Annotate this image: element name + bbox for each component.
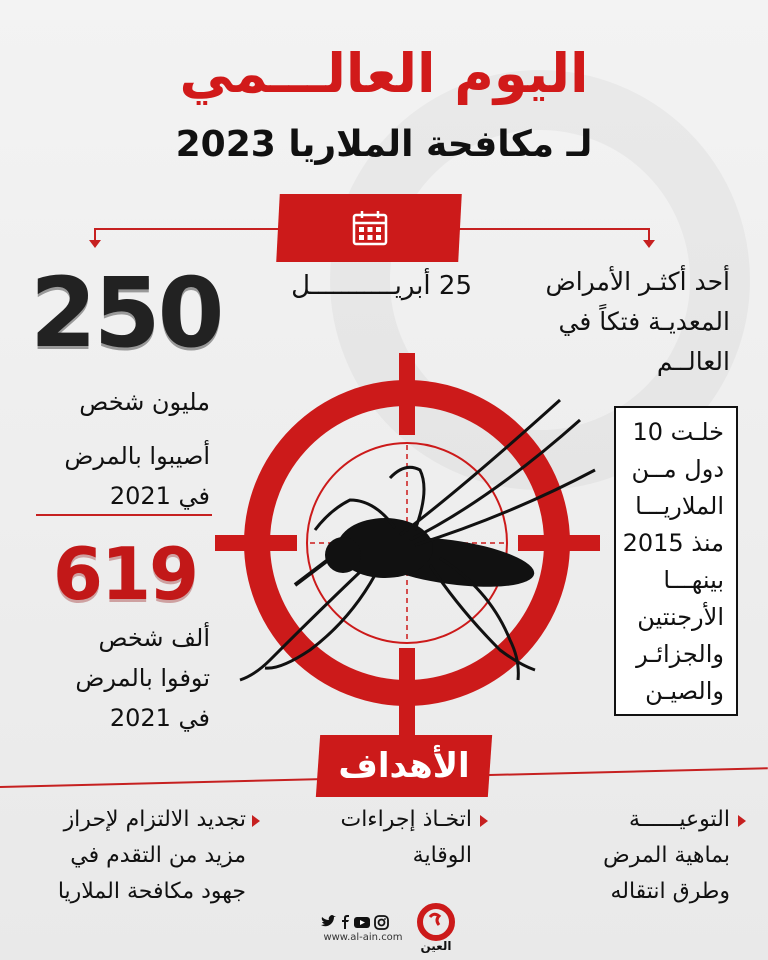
twitter-icon[interactable] [321,915,336,926]
al-ain-logo [408,898,464,954]
text-line: خلـت 10 [632,418,724,446]
text-line: بماهية المرض [603,843,730,868]
crosshair-target [200,350,620,760]
text-line: ألف شخص [98,624,210,652]
page-subtitle: لـ مكافحة الملاريا 2023 [175,124,593,165]
divider [36,514,212,516]
goal-awareness [560,802,730,910]
social-icons [320,914,400,930]
infected-description [20,382,210,516]
goal-commitment [14,802,246,910]
text-line: مزيد من التقدم في [70,843,246,868]
text-line: جهود مكافحة الملاريا [57,879,246,904]
deaths-count: 619 [52,532,198,616]
text-line: اتخـاذ إجراءات [340,807,472,832]
text-line: في 2021 [109,482,210,510]
text-line: توفوا بالمرض [75,664,210,692]
bullet-arrow-icon [738,815,746,827]
instagram-icon[interactable] [375,916,388,929]
arrow-right [643,240,655,248]
text-line: التوعيــــــة [628,807,730,832]
goal-prevention [300,802,472,874]
text-line: الملاريـــا [635,492,724,520]
deaths-description [20,618,210,738]
infected-count: 250 [30,257,222,369]
youtube-icon[interactable] [354,917,370,928]
text-line: بينهـــا [663,566,724,594]
text-line: المعديـة فتكاً في [558,307,730,336]
text-line: العالــم [656,347,730,376]
text-line: والصيـن [645,677,724,705]
text-line: في 2021 [109,704,210,732]
text-line: أصيبوا بالمرض [64,442,210,470]
logo-text: العين [420,939,452,953]
calendar-icon [350,208,390,248]
page-title: اليوم العالـــمي [179,42,589,105]
bullet-arrow-icon [252,815,260,827]
text-line: مليون شخص [79,388,210,416]
bullet-arrow-icon [480,815,488,827]
facebook-icon[interactable] [342,915,349,929]
text-line: دول مــن [631,455,724,483]
text-line: الأرجنتين [637,603,724,631]
text-line: والجزائـر [636,640,724,668]
goals-title: الأهداف [338,746,470,786]
text-line: منذ 2015 [622,529,724,557]
text-line: وطرق انتقاله [610,879,730,904]
countries-text [616,414,724,710]
text-line: أحد أكثـر الأمراض [545,267,730,296]
text-line: الوقاية [412,843,472,868]
arrow-left [89,240,101,248]
malaria-free-countries-box [614,406,738,716]
text-line: تجديد الالتزام لإحراز [63,807,246,832]
date-label: 25 أبريـــــــــــل [291,271,472,301]
website-link[interactable]: www.al-ain.com [323,932,403,943]
